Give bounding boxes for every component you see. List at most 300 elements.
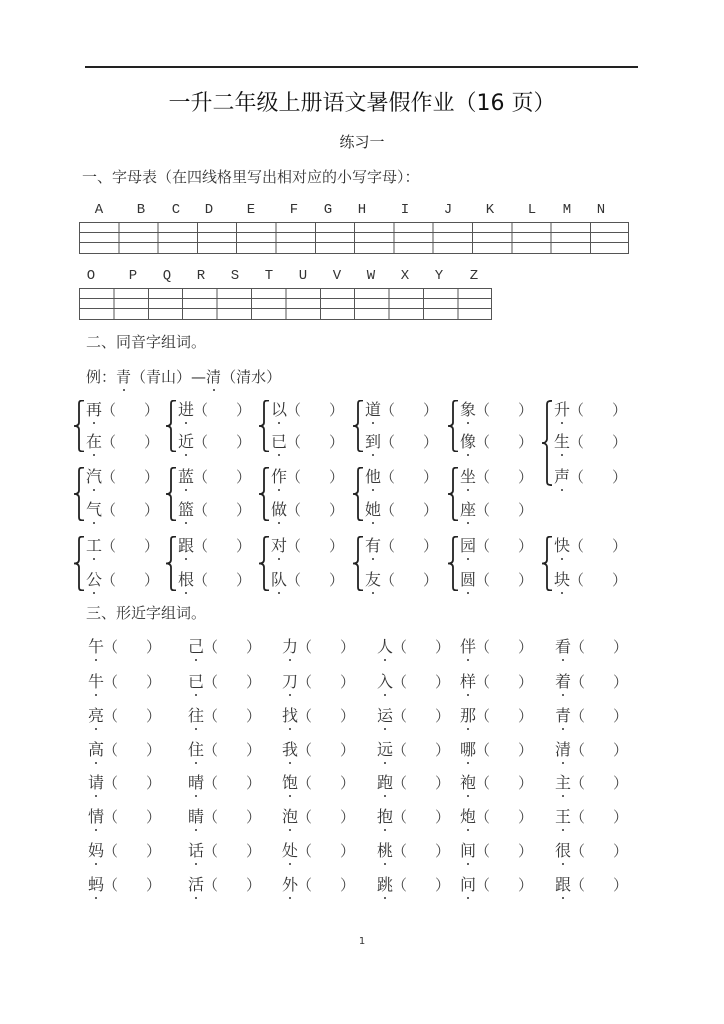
paren-open: （ xyxy=(297,638,313,656)
word-item xyxy=(460,500,540,520)
paren-open: （ xyxy=(101,501,117,519)
paren-open: （ xyxy=(297,876,313,894)
character: 往 xyxy=(188,706,205,725)
paren-open: （ xyxy=(193,468,209,486)
paren-open: （ xyxy=(392,808,408,826)
paren-close: ） xyxy=(146,876,162,894)
character: 气 xyxy=(86,500,103,519)
word-item xyxy=(555,672,635,692)
character: 亮 xyxy=(88,706,105,725)
curly-brace-icon xyxy=(73,467,85,521)
paren-open: （ xyxy=(475,401,491,419)
paren-close: ） xyxy=(340,808,356,826)
paren-open: （ xyxy=(193,401,209,419)
paren-close: ） xyxy=(236,501,252,519)
character: 问 xyxy=(460,875,477,894)
paren-open: （ xyxy=(203,808,219,826)
homophone-group xyxy=(541,536,636,591)
curly-brace-icon xyxy=(165,467,177,521)
example-label: 例： xyxy=(86,368,117,386)
homophone-group xyxy=(73,467,168,521)
paren-open: （ xyxy=(569,468,585,486)
character: 象 xyxy=(460,400,477,419)
paren-close: ） xyxy=(340,707,356,725)
paren-open: （ xyxy=(392,774,408,792)
character: 像 xyxy=(460,432,477,451)
paren-open: （ xyxy=(297,808,313,826)
character: 跟 xyxy=(555,875,572,894)
paren-open: （ xyxy=(203,774,219,792)
paren-close: ） xyxy=(613,741,629,759)
word-item xyxy=(188,841,268,861)
character: 做 xyxy=(271,500,288,519)
word-item xyxy=(460,740,540,760)
paren-close: ） xyxy=(146,774,162,792)
similar-chars-row xyxy=(0,773,724,793)
homophone-group-triple xyxy=(541,400,636,486)
paren-close: ） xyxy=(423,537,439,555)
paren-open: （ xyxy=(203,741,219,759)
word-item xyxy=(460,773,540,793)
similar-chars-row xyxy=(0,841,724,861)
word-item xyxy=(86,500,166,520)
paren-close: ） xyxy=(612,433,628,451)
character: 快 xyxy=(554,536,571,555)
word-item xyxy=(88,740,168,760)
paren-open: （ xyxy=(570,808,586,826)
paren-open: （ xyxy=(101,401,117,419)
word-item xyxy=(271,432,351,452)
character: 找 xyxy=(282,706,299,725)
paren-open: （ xyxy=(570,741,586,759)
paren-open: （ xyxy=(380,501,396,519)
word-item xyxy=(365,570,445,590)
character: 队 xyxy=(271,570,288,589)
character: 友 xyxy=(365,570,382,589)
curly-brace-icon xyxy=(73,400,85,452)
word-item xyxy=(554,536,634,556)
character: 炮 xyxy=(460,807,477,826)
character: 根 xyxy=(178,570,195,589)
letter: Z xyxy=(469,268,479,284)
character: 刀 xyxy=(282,672,299,691)
homophone-group xyxy=(73,536,168,591)
character: 我 xyxy=(282,740,299,759)
paren-close: ） xyxy=(518,571,534,589)
word-item xyxy=(460,400,540,420)
letter: L xyxy=(527,202,537,218)
paren-close: ） xyxy=(423,571,439,589)
paren-close: ） xyxy=(329,501,345,519)
character: 己 xyxy=(188,637,205,656)
letter: X xyxy=(400,268,410,284)
paren-open: （ xyxy=(380,537,396,555)
word-item xyxy=(282,672,362,692)
section2-heading: 二、同音字组词。 xyxy=(86,333,207,351)
word-item xyxy=(377,672,457,692)
paren-open: （ xyxy=(380,571,396,589)
curly-brace-icon xyxy=(258,536,270,591)
paren-close: ） xyxy=(146,808,162,826)
paren-open: （ xyxy=(101,537,117,555)
paren-close: ） xyxy=(518,741,534,759)
character: 以 xyxy=(271,400,288,419)
paren-open: （ xyxy=(103,774,119,792)
example-char-2: 清 xyxy=(206,368,222,386)
paren-close: ） xyxy=(612,571,628,589)
character: 清 xyxy=(555,740,572,759)
paren-open: （ xyxy=(103,673,119,691)
paren-open: （ xyxy=(286,537,302,555)
character: 看 xyxy=(555,637,572,656)
word-item xyxy=(554,570,634,590)
letter: Q xyxy=(162,268,172,284)
paren-close: ） xyxy=(246,876,262,894)
paren-close: ） xyxy=(236,401,252,419)
paren-close: ） xyxy=(613,842,629,860)
paren-open: （ xyxy=(475,571,491,589)
letter: P xyxy=(128,268,138,284)
paren-open: （ xyxy=(103,876,119,894)
paren-close: ） xyxy=(613,774,629,792)
paren-open: （ xyxy=(570,876,586,894)
paren-close: ） xyxy=(246,842,262,860)
curly-brace-icon xyxy=(352,467,364,521)
paren-close: ） xyxy=(435,707,451,725)
page-title: 一升二年级上册语文暑假作业（16 页） xyxy=(168,91,556,116)
paren-open: （ xyxy=(103,741,119,759)
page-number: 1 xyxy=(358,936,366,947)
word-item xyxy=(86,570,166,590)
paren-close: ） xyxy=(435,638,451,656)
character: 蚂 xyxy=(88,875,105,894)
homophone-group xyxy=(258,467,353,521)
paren-close: ） xyxy=(246,638,262,656)
curly-brace-icon xyxy=(258,467,270,521)
word-item xyxy=(365,536,445,556)
word-item xyxy=(178,536,258,556)
paren-open: （ xyxy=(475,673,491,691)
word-item xyxy=(178,500,258,520)
letter: D xyxy=(204,202,214,218)
paren-close: ） xyxy=(423,401,439,419)
character: 生 xyxy=(554,432,571,451)
similar-chars-row xyxy=(0,672,724,692)
paren-close: ） xyxy=(518,842,534,860)
paren-close: ） xyxy=(518,638,534,656)
homophone-group xyxy=(447,467,542,521)
paren-close: ） xyxy=(518,537,534,555)
paren-close: ） xyxy=(423,433,439,451)
character: 篮 xyxy=(178,500,195,519)
word-item xyxy=(377,875,457,895)
paren-close: ） xyxy=(329,468,345,486)
character: 力 xyxy=(282,637,299,656)
character: 跟 xyxy=(178,536,195,555)
letter: C xyxy=(171,202,181,218)
paren-open: （ xyxy=(475,707,491,725)
word-item xyxy=(365,400,445,420)
word-item xyxy=(377,807,457,827)
paren-open: （ xyxy=(570,638,586,656)
homophone-group xyxy=(447,400,542,452)
word-item xyxy=(460,672,540,692)
character: 主 xyxy=(555,773,572,792)
paren-open: （ xyxy=(475,433,491,451)
paren-close: ） xyxy=(329,401,345,419)
word-item xyxy=(88,807,168,827)
character: 远 xyxy=(377,740,394,759)
homophone-group xyxy=(352,536,447,591)
character: 到 xyxy=(365,432,382,451)
curly-brace-icon xyxy=(352,400,364,452)
paren-close: ） xyxy=(613,638,629,656)
word-item xyxy=(460,706,540,726)
letter: M xyxy=(562,202,572,218)
curly-brace-icon xyxy=(73,536,85,591)
character: 升 xyxy=(554,400,571,419)
similar-chars-row xyxy=(0,740,724,760)
paren-open: （ xyxy=(203,673,219,691)
paren-open: （ xyxy=(570,774,586,792)
paren-open: （ xyxy=(475,876,491,894)
character: 工 xyxy=(86,536,103,555)
paren-open: （ xyxy=(475,537,491,555)
character: 抱 xyxy=(377,807,394,826)
paren-open: （ xyxy=(101,433,117,451)
paren-open: （ xyxy=(101,571,117,589)
curly-brace-icon xyxy=(541,400,553,486)
character: 近 xyxy=(178,432,195,451)
paren-close: ） xyxy=(144,571,160,589)
paren-close: ） xyxy=(612,537,628,555)
paren-close: ） xyxy=(340,638,356,656)
character: 袍 xyxy=(460,773,477,792)
paren-close: ） xyxy=(329,433,345,451)
word-item xyxy=(365,500,445,520)
paren-close: ） xyxy=(518,468,534,486)
paren-open: （ xyxy=(570,673,586,691)
paren-open: （ xyxy=(286,468,302,486)
paren-close: ） xyxy=(146,707,162,725)
word-item xyxy=(271,536,351,556)
word-item xyxy=(365,432,445,452)
paren-open: （ xyxy=(193,433,209,451)
curly-brace-icon xyxy=(165,536,177,591)
character: 汽 xyxy=(86,467,103,486)
paren-close: ） xyxy=(435,774,451,792)
curly-brace-icon xyxy=(541,536,553,591)
character: 在 xyxy=(86,432,103,451)
paren-open: （ xyxy=(203,876,219,894)
paren-close: ） xyxy=(613,876,629,894)
example-dash: — xyxy=(191,368,207,386)
word-item xyxy=(88,773,168,793)
character: 着 xyxy=(555,672,572,691)
paren-open: （ xyxy=(101,468,117,486)
curly-brace-icon xyxy=(447,400,459,452)
word-item xyxy=(86,432,166,452)
character: 间 xyxy=(460,841,477,860)
word-item xyxy=(460,536,540,556)
letter: N xyxy=(596,202,606,218)
character: 高 xyxy=(88,740,105,759)
paren-open: （ xyxy=(475,468,491,486)
letter: I xyxy=(400,202,410,218)
character: 作 xyxy=(271,467,288,486)
character: 哪 xyxy=(460,740,477,759)
paren-close: ） xyxy=(246,673,262,691)
curly-brace-icon xyxy=(258,400,270,452)
word-item xyxy=(86,400,166,420)
example-char-1: 青 xyxy=(116,368,132,386)
paren-close: ） xyxy=(144,401,160,419)
word-item xyxy=(555,740,635,760)
word-item xyxy=(188,706,268,726)
character: 运 xyxy=(377,706,394,725)
character: 话 xyxy=(188,841,205,860)
character: 跳 xyxy=(377,875,394,894)
character: 桃 xyxy=(377,841,394,860)
paren-open: （ xyxy=(570,707,586,725)
word-item xyxy=(377,706,457,726)
word-item xyxy=(282,740,362,760)
character: 进 xyxy=(178,400,195,419)
word-item xyxy=(282,875,362,895)
paren-open: （ xyxy=(392,876,408,894)
paren-close: ） xyxy=(144,537,160,555)
paren-close: ） xyxy=(340,741,356,759)
word-item xyxy=(282,807,362,827)
letter: V xyxy=(332,268,342,284)
paren-close: ） xyxy=(435,673,451,691)
similar-chars-row xyxy=(0,875,724,895)
paren-close: ） xyxy=(340,842,356,860)
paren-open: （ xyxy=(475,842,491,860)
word-item xyxy=(460,807,540,827)
character: 处 xyxy=(282,841,299,860)
character: 已 xyxy=(271,432,288,451)
letter: G xyxy=(323,202,333,218)
example-words-1: （青山） xyxy=(131,368,192,386)
word-item xyxy=(86,467,166,487)
paren-close: ） xyxy=(329,571,345,589)
word-item xyxy=(188,672,268,692)
letter: E xyxy=(246,202,256,218)
letter: J xyxy=(443,202,453,218)
word-item xyxy=(460,432,540,452)
paren-close: ） xyxy=(518,876,534,894)
word-item xyxy=(86,536,166,556)
character: 蓝 xyxy=(178,467,195,486)
word-item xyxy=(178,467,258,487)
paren-close: ） xyxy=(146,842,162,860)
paren-open: （ xyxy=(297,741,313,759)
character: 有 xyxy=(365,536,382,555)
paren-close: ） xyxy=(340,876,356,894)
paren-close: ） xyxy=(423,501,439,519)
character: 人 xyxy=(377,637,394,656)
paren-close: ） xyxy=(518,774,534,792)
character: 再 xyxy=(86,400,103,419)
letter: W xyxy=(366,268,376,284)
exercise-subtitle: 练习一 xyxy=(339,133,385,151)
character: 已 xyxy=(188,672,205,691)
paren-close: ） xyxy=(340,673,356,691)
paren-close: ） xyxy=(518,433,534,451)
character: 她 xyxy=(365,500,382,519)
paren-open: （ xyxy=(475,501,491,519)
paren-close: ） xyxy=(518,808,534,826)
paren-close: ） xyxy=(612,468,628,486)
character: 对 xyxy=(271,536,288,555)
paren-open: （ xyxy=(103,842,119,860)
letter: A xyxy=(94,202,104,218)
character: 睛 xyxy=(188,807,205,826)
letter: O xyxy=(86,268,96,284)
paren-close: ） xyxy=(435,842,451,860)
paren-open: （ xyxy=(297,707,313,725)
character: 牛 xyxy=(88,672,105,691)
paren-close: ） xyxy=(236,537,252,555)
character: 晴 xyxy=(188,773,205,792)
word-item xyxy=(271,467,351,487)
paren-open: （ xyxy=(103,638,119,656)
paren-open: （ xyxy=(392,673,408,691)
similar-chars-row xyxy=(0,807,724,827)
paren-close: ） xyxy=(146,638,162,656)
paren-close: ） xyxy=(246,774,262,792)
paren-close: ） xyxy=(613,808,629,826)
paren-close: ） xyxy=(246,741,262,759)
four-line-grid-2 xyxy=(79,288,492,320)
curly-brace-icon xyxy=(447,467,459,521)
character: 样 xyxy=(460,672,477,691)
paren-open: （ xyxy=(569,571,585,589)
paren-open: （ xyxy=(392,638,408,656)
word-item xyxy=(555,875,635,895)
letter: B xyxy=(136,202,146,218)
homophone-group xyxy=(352,400,447,452)
paren-close: ） xyxy=(612,401,628,419)
paren-open: （ xyxy=(392,741,408,759)
word-item xyxy=(460,875,540,895)
paren-close: ） xyxy=(518,673,534,691)
paren-open: （ xyxy=(380,401,396,419)
paren-close: ） xyxy=(144,433,160,451)
word-item xyxy=(460,637,540,657)
word-item xyxy=(188,773,268,793)
character: 声 xyxy=(554,467,571,486)
character: 活 xyxy=(188,875,205,894)
paren-open: （ xyxy=(103,808,119,826)
word-item xyxy=(555,637,635,657)
paren-open: （ xyxy=(380,433,396,451)
paren-open: （ xyxy=(570,842,586,860)
homophone-group xyxy=(352,467,447,521)
paren-close: ） xyxy=(146,673,162,691)
character: 公 xyxy=(86,570,103,589)
character: 午 xyxy=(88,637,105,656)
curly-brace-icon xyxy=(165,400,177,452)
letter: U xyxy=(298,268,308,284)
character: 饱 xyxy=(282,773,299,792)
character: 入 xyxy=(377,672,394,691)
word-item xyxy=(554,400,634,420)
paren-open: （ xyxy=(193,537,209,555)
character: 圆 xyxy=(460,570,477,589)
word-item xyxy=(271,400,351,420)
